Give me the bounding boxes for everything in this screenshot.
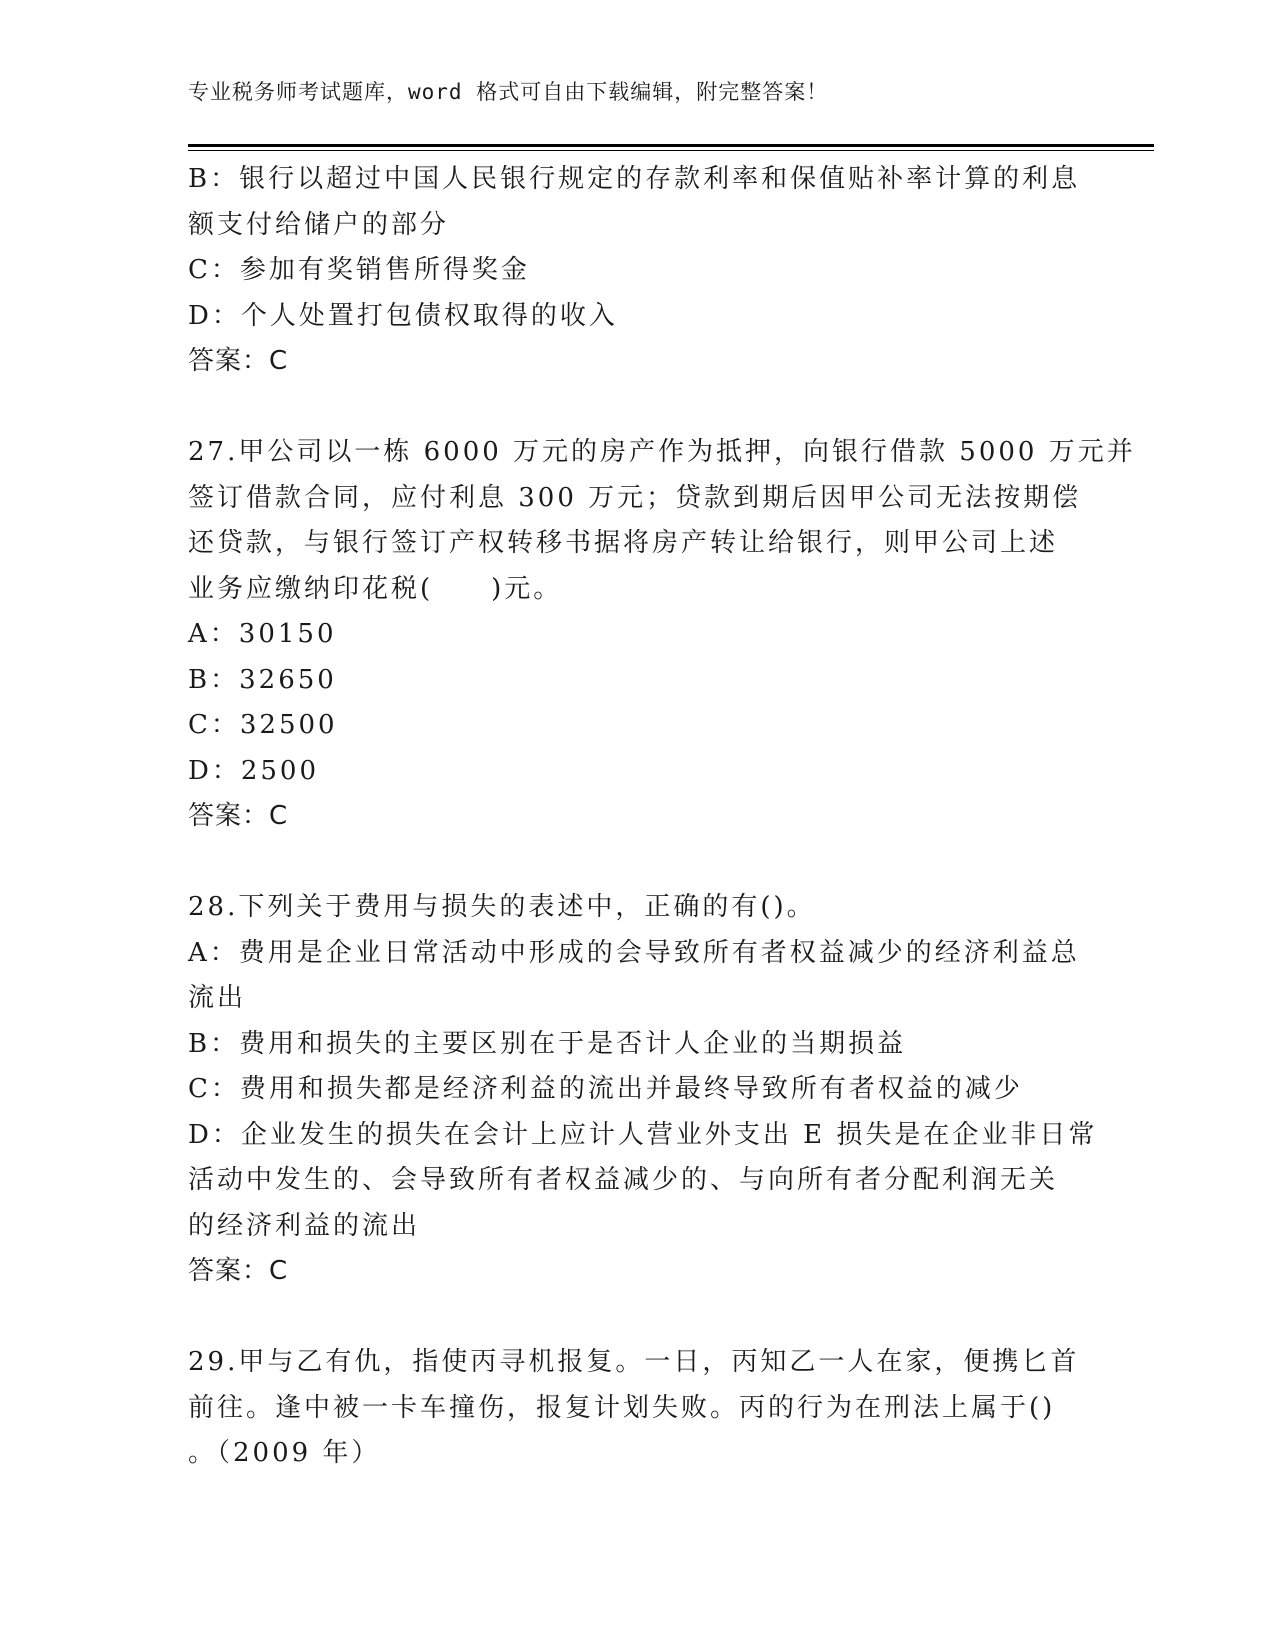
q26-option-d: D：个人处置打包债权取得的收入: [188, 300, 618, 331]
q26-option-b-line1: B：银行以超过中国人民银行规定的存款利率和保值贴补率计算的利息: [188, 164, 1081, 194]
q27-option-b: B：32650: [188, 664, 337, 695]
spacer: [188, 1295, 1078, 1341]
page-header-text: 专业税务师考试题库，word 格式可自由下载编辑，附完整答案！: [188, 80, 829, 104]
q27-option-a: A：30150: [188, 619, 337, 649]
q27-option-d: D：2500: [188, 755, 320, 786]
q27-stem-line3: 还贷款，与银行签订产权转移书据将房产转让给银行，则甲公司上述: [188, 528, 1059, 558]
q27-stem-line4: 业务应缴纳印花税( )元。: [188, 573, 563, 604]
q28-option-d-line1: D：企业发生的损失在会计上应计人营业外支出 E 损失是在企业非日常: [188, 1119, 1098, 1150]
header-rule-thin: [188, 150, 1154, 151]
question-27: [188, 430, 1136, 840]
question-29: [188, 1340, 1078, 1477]
header-rule-thick: [188, 144, 1154, 147]
q28-option-b: B：费用和损失的主要区别在于是否计人企业的当期损益: [188, 1028, 907, 1059]
q28-option-c: C：费用和损失都是经济利益的流出并最终导致所有者权益的减少: [188, 1074, 1023, 1104]
q28-stem: 28.下列关于费用与损失的表述中，正确的有()。: [188, 892, 816, 922]
q27-stem-line1: 27.甲公司以一栋 6000 万元的房产作为抵押，向银行借款 5000 万元并: [188, 437, 1136, 467]
q28-option-a-line2: 流出: [188, 983, 247, 1013]
q28-answer: 答案：C: [188, 1256, 289, 1286]
q26-option-c: C：参加有奖销售所得奖金: [188, 255, 530, 285]
q28-option-a-line1: A：费用是企业日常活动中形成的会导致所有者权益减少的经济利益总: [188, 937, 1080, 968]
q29-stem-line1: 29.甲与乙有仇，指使丙寻机报复。一日，丙知乙一人在家，便携匕首: [188, 1347, 1080, 1377]
q28-option-d-line3: 的经济利益的流出: [188, 1210, 421, 1241]
q26-option-b-line2: 额支付给储户的部分: [188, 209, 450, 240]
q27-stem-line2: 签订借款合同，应付利息 300 万元；贷款到期后因甲公司无法按期偿: [188, 482, 1082, 513]
q27-option-c: C：32500: [188, 710, 338, 740]
q26-answer: 答案：C: [188, 346, 289, 376]
document-body: [188, 157, 1136, 1477]
q29-stem-line3: 。（2009 年）: [188, 1438, 381, 1468]
question-26: [188, 157, 1081, 385]
q29-stem-line2: 前往。逢中被一卡车撞伤，报复计划失败。丙的行为在刑法上属于(): [188, 1392, 1056, 1423]
spacer: [188, 385, 1078, 431]
question-28: [188, 885, 1098, 1295]
q27-answer: 答案：C: [188, 801, 289, 831]
spacer: [188, 840, 1078, 886]
q28-option-d-line2: 活动中发生的、会导致所有者权益减少的、与向所有者分配利润无关: [188, 1165, 1059, 1195]
